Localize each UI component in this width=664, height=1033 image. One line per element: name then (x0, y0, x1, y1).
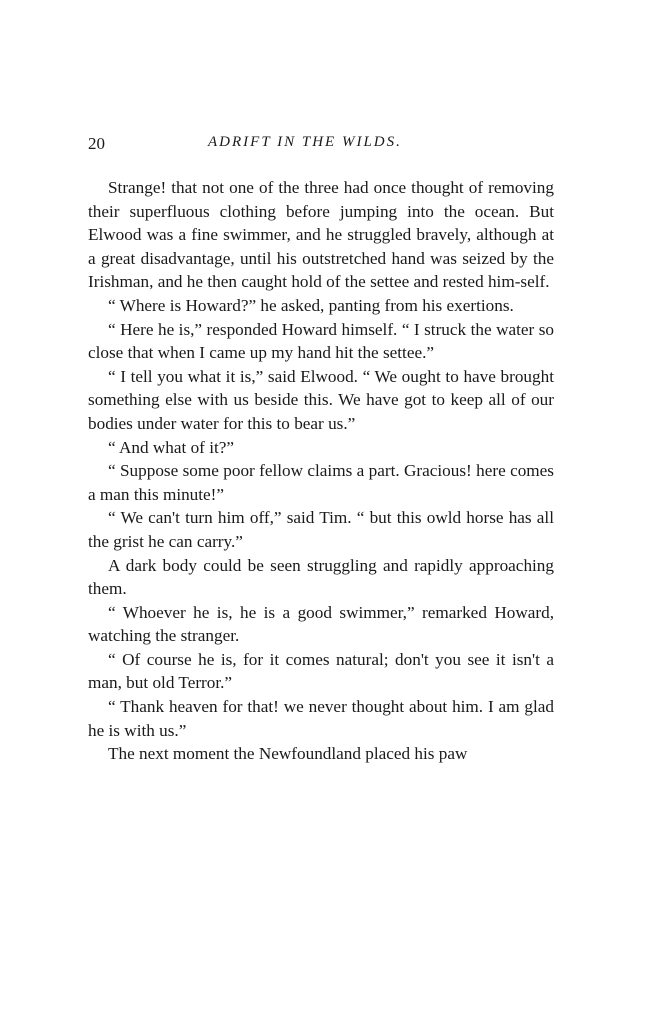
paragraph: “ I tell you what it is,” said Elwood. “ We ought to have brought something else with us beside this. We have got to keep all of our bodies under water for this to bear us.” (88, 366, 554, 433)
paragraph: “ We can't turn him off,” said Tim. “ but this owld horse has all the grist he can carry.” (88, 508, 554, 551)
running-title: ADRIFT IN THE WILDS. (208, 134, 402, 150)
paragraph: Strange! that not one of the three had once thought of removing their superfluous clothing before jumping into the ocean. But Elwood was a fine swimmer, and he struggled bravely, although at a great disadvantage, until his outstretched hand was seized by the Irishman, and he then caught hold of the settee and rested him-self. (88, 178, 554, 292)
paragraph: “ Suppose some poor fellow claims a part. Gracious! here comes a man this minute!” (88, 461, 554, 504)
paragraph: “ Where is Howard?” he asked, panting from his exertions. (108, 295, 514, 315)
paragraph: “ Thank heaven for that! we never thought about him. I am glad he is with us.” (88, 697, 554, 740)
paragraph: “ Of course he is, for it comes natural; don't you see it isn't a man, but old Terror.” (88, 649, 554, 693)
paragraph: “ Here he is,” responded Howard himself. “ I struck the water so close that when I came up my hand hit the settee.” (88, 319, 554, 363)
paragraph: “ Whoever he is, he is a good swimmer,” remarked Howard, watching the stranger. (88, 602, 554, 646)
paragraph: “ And what of it?” (108, 437, 235, 457)
paragraph: A dark body could be seen struggling and rapidly approaching them. (88, 555, 554, 599)
running-head (88, 134, 558, 156)
page-number: 20 (88, 134, 105, 153)
body-text (88, 176, 554, 766)
paragraph: The next moment the Newfoundland placed his paw (108, 744, 468, 764)
